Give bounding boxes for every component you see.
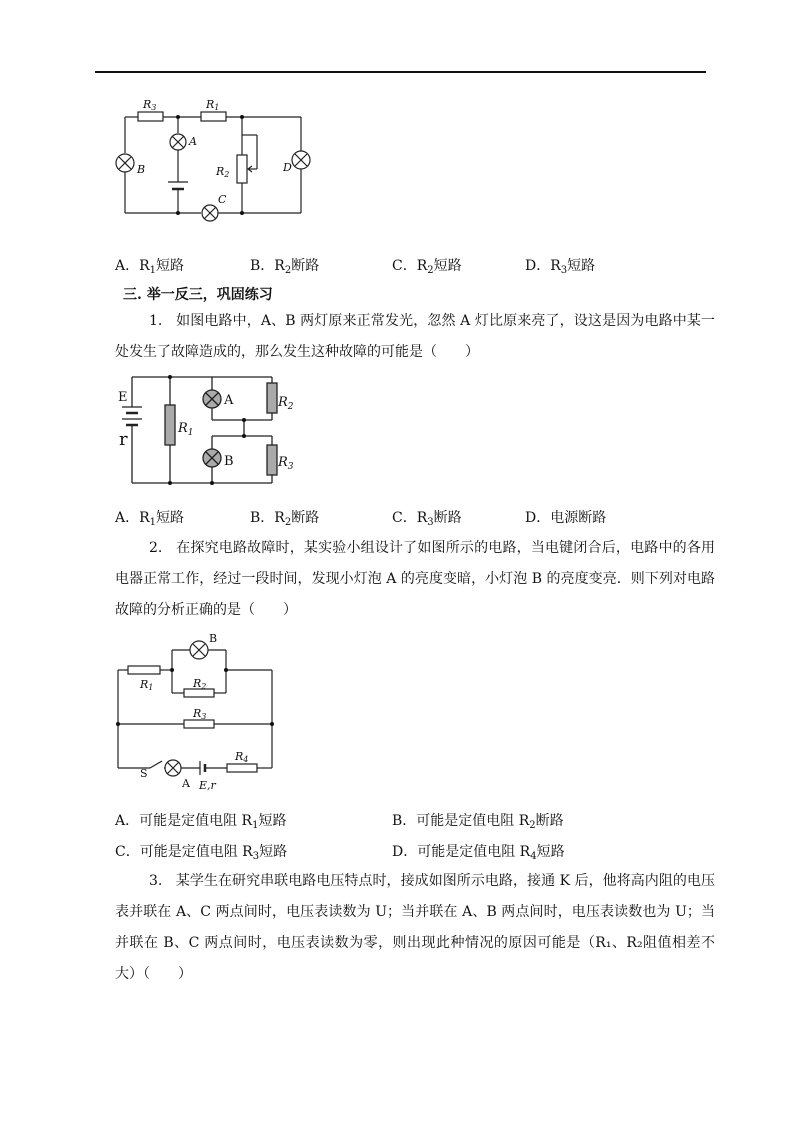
q0-option-c[interactable]: C．$R_2$短路 (392, 258, 462, 276)
q2-text: 2. 在探究电路故障时，某实验小组设计了如图所示的电路，当电键闭合后，电路中的各用电器正常工作，经过一段时间，发现小灯泡 A 的亮度变暗，小灯泡 B 的亮度变亮．则下列对电路故障的分析正确的是（ ） (115, 540, 715, 618)
svg-text:R2: $R_2$ (278, 395, 294, 412)
q2-option-b[interactable]: B．可能是定值电阻 $R_2$断路 (392, 813, 564, 831)
q1-option-b[interactable]: B．$R_2$断路 (250, 510, 320, 528)
q0-option-a[interactable]: A．$R_1$短路 (115, 258, 185, 276)
svg-text:R4: R4 (235, 750, 249, 764)
label-r2: R (278, 395, 288, 410)
svg-text:R1: R1 (206, 98, 220, 112)
q2-option-c[interactable]: C．可能是定值电阻 $R_3$短路 (115, 844, 288, 862)
label-r2: R (216, 165, 225, 178)
label-r: r (119, 429, 128, 450)
label-r2: R (193, 677, 202, 690)
q2-option-d[interactable]: D．可能是定值电阻 $R_4$短路 (392, 844, 565, 862)
label-d: D (283, 161, 292, 174)
q1-option-c[interactable]: C．$R_3$断路 (392, 510, 462, 528)
q3-text: 3. 某学生在研究串联电路电压特点时，接成如图所示电路，接通 K 后，他将高内阻的电压表并联在 A、C 两点间时，电压表读数为 U；当并联在 A、B 两点间时，电压表读数也为 U；当并联在 B、C 两点间时，电压表读数为零，则出现此种情况的原因可能是（R₁、R₂阻值相差不大）（ ） (115, 873, 715, 982)
label-a: A (182, 777, 190, 790)
label-e: E (118, 390, 128, 405)
header-rule (95, 71, 706, 73)
section-heading: 三. 举一反三，巩固练习 (123, 287, 273, 303)
q0-option-d[interactable]: D．$R_3$短路 (525, 258, 596, 276)
label-b: B (209, 632, 218, 645)
label-r1: R (140, 678, 149, 691)
svg-text:R3: $R_3$ (278, 455, 294, 472)
label-a: A (224, 393, 234, 408)
svg-text:R3: R3 (143, 98, 157, 112)
q1-option-d[interactable]: D．电源断路 (525, 510, 607, 526)
label-a: A (189, 135, 197, 148)
label-c: C (218, 193, 227, 206)
label-r1: R (178, 421, 188, 436)
label-s: S (140, 767, 148, 780)
label-r3: R (193, 707, 202, 720)
label-b: B (137, 163, 146, 176)
svg-text:R1: R1 (140, 678, 154, 692)
label-r3: R (143, 98, 152, 111)
q0-option-b[interactable]: B．$R_2$断路 (250, 258, 320, 276)
circuit-diagram-1 (112, 365, 302, 490)
label-er: E,r (199, 779, 216, 792)
label-r4: R (235, 750, 244, 763)
svg-text:R2: R2 (216, 165, 230, 179)
svg-text:R3: R3 (193, 707, 207, 721)
circuit-diagram-0 (105, 95, 315, 225)
label-r3: R (278, 455, 288, 470)
svg-text:R2: R2 (193, 677, 207, 691)
q2-option-a[interactable]: A．可能是定值电阻 $R_1$短路 (115, 813, 287, 831)
q1-text: 1. 如图电路中，A、B 两灯原来正常发光，忽然 A 灯比原来亮了，设这是因为电路中某一处发生了故障造成的，那么发生这种故障的可能是（ ） (115, 313, 715, 360)
q1-option-a[interactable]: A．$R_1$短路 (115, 510, 185, 528)
circuit-diagram-2 (110, 630, 290, 800)
label-b: B (224, 454, 234, 469)
svg-text:R1: $R_1$ (178, 421, 194, 438)
label-r1: R (206, 98, 215, 111)
